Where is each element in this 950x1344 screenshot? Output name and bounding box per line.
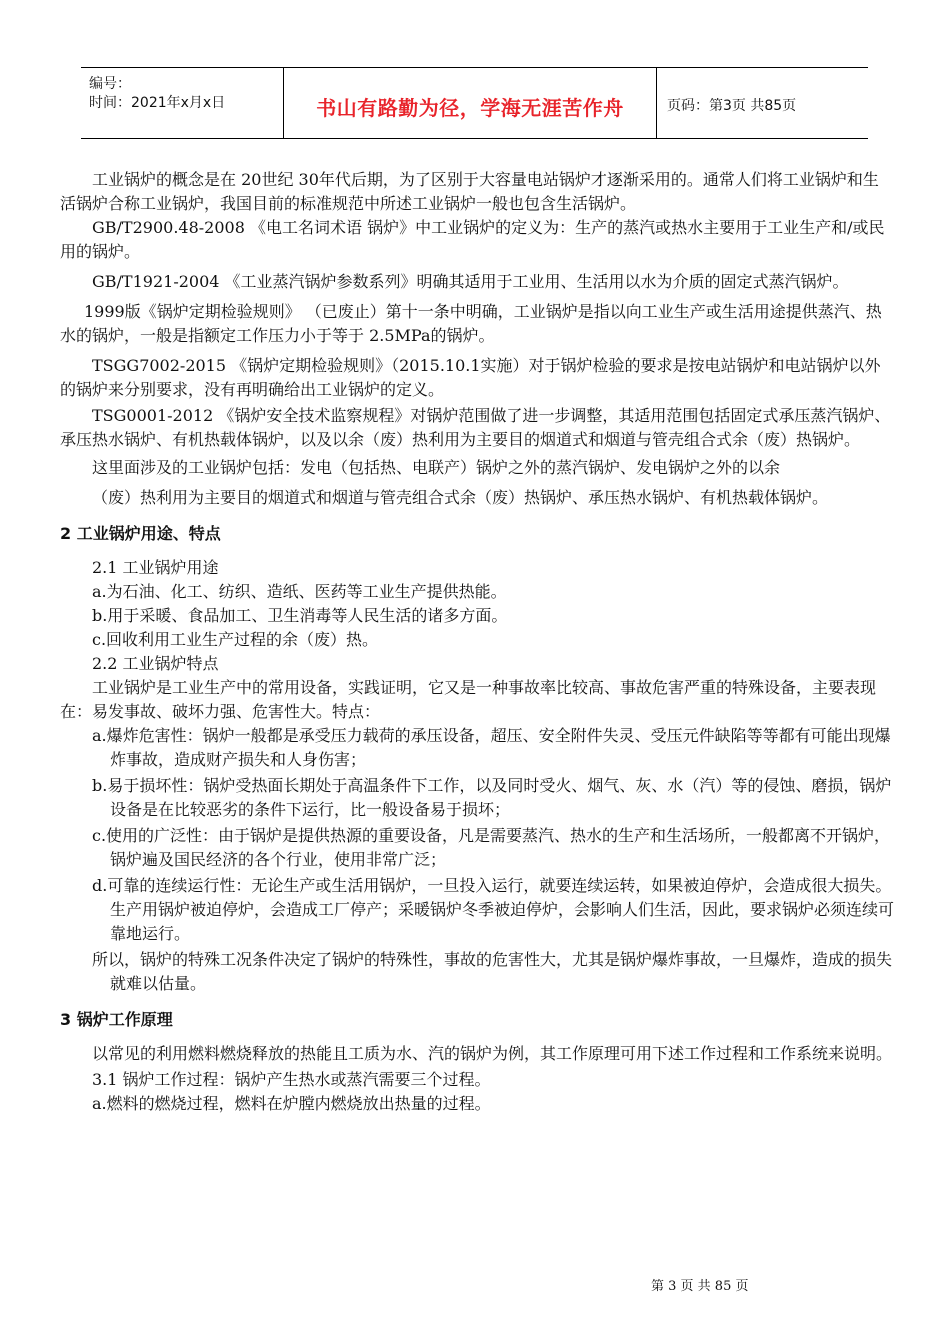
subsection-heading: 2.1 工业锅炉用途: [92, 558, 219, 577]
paragraph: 这里面涉及的工业锅炉包括：发电（包括热、电联产）锅炉之外的蒸汽锅炉、发电锅炉之外的以余: [92, 458, 781, 477]
list-item: b.易于损坏性：锅炉受热面长期处于高温条件下工作，以及同时受火、烟气、灰、水（汽）等的侵蚀、磨损，锅炉设备是在比较恶劣的条件下运行，比一般设备易于损坏；: [92, 776, 892, 819]
list-item: b.用于采暖、食品加工、卫生消毒等人民生活的诸多方面。: [92, 606, 508, 625]
paragraph: 工业锅炉是工业生产中的常用设备，实践证明，它又是一种事故率比较高、事故危害严重的特殊设备，主要表现在：易发事故、破坏力强、危害性大。特点：: [60, 678, 877, 721]
list-item: a.燃料的燃烧过程，燃料在炉膛内燃烧放出热量的过程。: [92, 1094, 491, 1113]
paragraph: 工业锅炉的概念是在 20世纪 30年代后期，为了区别于大容量电站锅炉才逐渐采用的。通常人们将工业锅炉和生活锅炉合称工业锅炉，我国目前的标准规范中所述工业锅炉一般也包含生活锅炉。: [60, 170, 879, 213]
header-motto-cell: [283, 68, 657, 138]
page-footer: 第 3 页 共 85 页: [651, 1279, 749, 1294]
header-info-cell: [81, 68, 283, 138]
time-label: 时间：2021年x月x日: [89, 95, 226, 111]
list-item: d.可靠的连续运行性：无论生产或生活用锅炉，一旦投入运行，就要连续运转，如果被迫停炉，会造成很大损失。生产用锅炉被迫停炉，会造成工厂停产；采暖锅炉冬季被迫停炉，会影响人们生活，因此，要求锅炉必须连续可靠地运行。: [92, 876, 895, 943]
paragraph: 1999版《锅炉定期检验规则》 （已废止）第十一条中明确，工业锅炉是指以向工业生产或生活用途提供蒸汽、热水的锅炉，一般是指额定工作压力小于等于 2.5MPa的锅炉。: [60, 302, 882, 345]
paragraph: （废）热利用为主要目的烟道式和烟道与管壳组合式余（废）热锅炉、承压热水锅炉、有机热载体锅炉。: [92, 488, 829, 507]
subsection-heading: 3.1 锅炉工作过程：锅炉产生热水或蒸汽需要三个过程。: [92, 1070, 491, 1089]
section-2-heading: 2 工业锅炉用途、特点: [60, 524, 221, 543]
subsection-heading: 2.2 工业锅炉特点: [92, 654, 219, 673]
paragraph: 所以，锅炉的特殊工况条件决定了锅炉的特殊性，事故的危害性大，尤其是锅炉爆炸事故，一旦爆炸，造成的损失就难以估量。: [92, 950, 893, 993]
header-page-cell: [657, 68, 868, 138]
serial-number-label: 编号：: [89, 76, 131, 92]
list-item: c.使用的广泛性：由于锅炉是提供热源的重要设备，凡是需要蒸汽、热水的生产和生活场所，一般都离不开锅炉，锅炉遍及国民经济的各个行业，使用非常广泛；: [92, 826, 891, 869]
paragraph: TSG0001-2012 《锅炉安全技术监察规程》对锅炉范围做了进一步调整，其适用范围包括固定式承压蒸汽锅炉、承压热水锅炉、有机热载体锅炉，以及以余（废）热利用为主要目的烟道式和烟道与管壳组合式余（废）热锅炉。: [60, 406, 891, 449]
list-item: a.为石油、化工、纺织、造纸、医药等工业生产提供热能。: [92, 582, 507, 601]
paragraph: TSGG7002-2015 《锅炉定期检验规则》（2015.10.1实施）对于锅炉检验的要求是按电站锅炉和电站锅炉以外的锅炉来分别要求，没有再明确给出工业锅炉的定义。: [60, 356, 881, 399]
paragraph: GB/T2900.48-2008 《电工名词术语 锅炉》中工业锅炉的定义为：生产的蒸汽或热水主要用于工业生产和/或民用的锅炉。: [60, 218, 885, 261]
list-item: c.回收利用工业生产过程的余（废）热。: [92, 630, 379, 649]
header-page-number: 页码：第3页 共85页: [667, 98, 797, 114]
header-motto: 书山有路勤为径，学海无涯苦作舟: [316, 96, 624, 120]
paragraph: GB/T1921-2004 《工业蒸汽锅炉参数系列》明确其适用于工业用、生活用以水为介质的固定式蒸汽锅炉。: [92, 272, 849, 291]
section-3-heading: 3 锅炉工作原理: [60, 1010, 173, 1029]
paragraph: 以常见的利用燃料燃烧释放的热能且工质为水、汽的锅炉为例，其工作原理可用下述工作过程和工作系统来说明。: [92, 1044, 893, 1063]
document-body: [60, 168, 894, 1116]
page-header: [81, 67, 868, 139]
list-item: a.爆炸危害性：锅炉一般都是承受压力载荷的承压设备，超压、安全附件失灵、受压元件缺陷等等都有可能出现爆炸事故，造成财产损失和人身伤害；: [92, 726, 891, 769]
